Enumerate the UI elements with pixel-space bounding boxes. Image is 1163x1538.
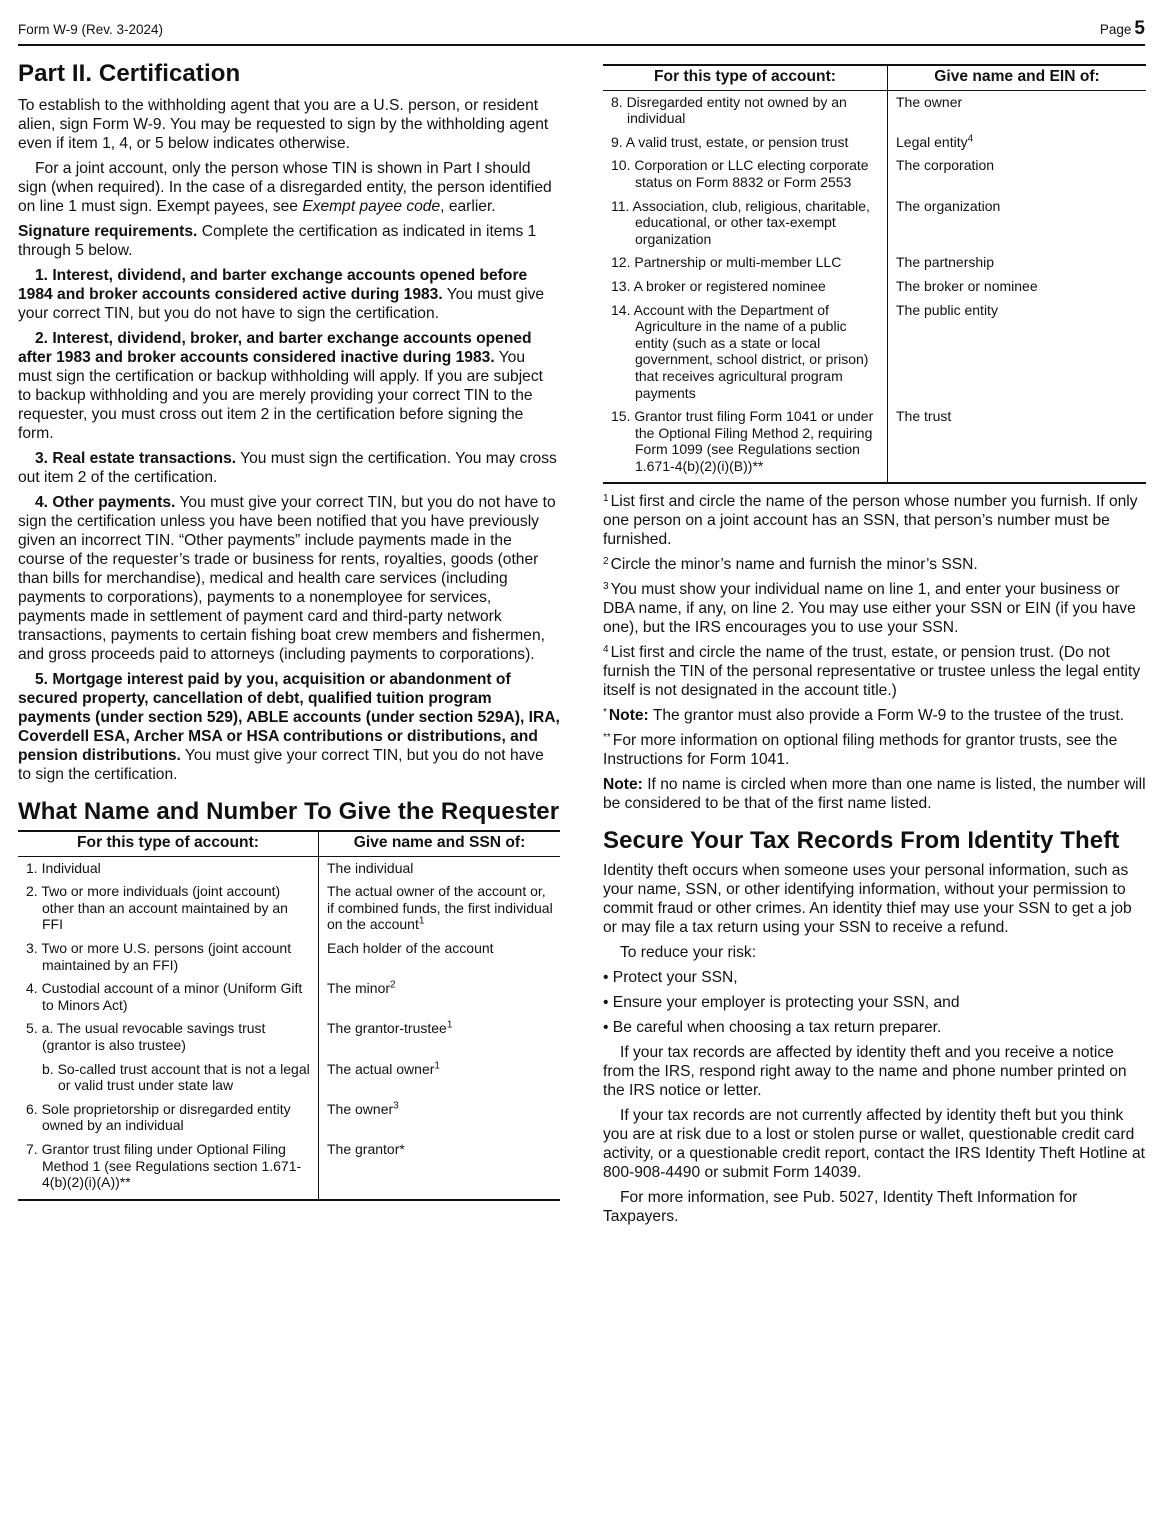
bullet-item: • Be careful when choosing a tax return preparer.: [603, 1019, 942, 1037]
give-name: The public entity: [896, 301, 998, 318]
give-name: The partnership: [896, 254, 995, 271]
exempt-payee-code-ref: Exempt payee code: [302, 198, 441, 215]
account-type: 8. Disregarded entity not owned by an individual: [611, 93, 847, 127]
footnote-text: Circle the minor’s name and furnish the minor’s SSN.: [610, 556, 978, 574]
account-type: 3. Two or more U.S. persons (joint account maintained by an FFI): [26, 939, 292, 973]
account-type: 14. Account with the Department of Agriculture in the name of a public entity (such as a state or local government, school district, or prison) that receives agricultural program payments: [611, 301, 869, 401]
cert-item-2: [18, 329, 560, 443]
note-lead: Note:: [603, 776, 643, 794]
give-name: The corporation: [896, 157, 995, 174]
footnote-text: You must show your individual name on line 1, and enter your business or DBA name, if any, on line 2. You may use either your SSN or EIN (if you have one), but the IRS encourages you to use your SSN.: [603, 581, 1136, 637]
account-type: 1. Individual: [26, 859, 101, 876]
give-name: The actual owner: [327, 1060, 435, 1077]
account-type: 5. a. The usual revocable savings trust (grantor is also trustee): [26, 1020, 266, 1053]
bullet-text: Ensure your employer is protecting your SSN, and: [612, 994, 960, 1012]
bullet-text: Protect your SSN,: [612, 969, 738, 987]
give-name: The broker or nominee: [896, 277, 1038, 294]
cert-item-2-text: You must sign the certification or backup withholding will apply. If you are subject to backup withholding and you are merely providing your correct TIN to the requester, you must cross out item 2 in the certification before signing the form.: [18, 349, 543, 442]
account-type: 7. Grantor trust filing under Optional Filing Method 1 (see Regulations section 1.671-4(b)(2)(i)(A))**: [26, 1140, 302, 1191]
cert-item-4-text: You must give your correct TIN, but you do not have to sign the certification unless you have been notified that you have previously given an incorrect TIN. “Other payments” include payments made in the course of the requester’s trade or business for rents, royalties, goods (other than bills for merchandise), medical and health care services (including payments to corporations), payments to a nonemployee for services, payments made in settlement of payment card and third-party network transactions, payments to certain fishing boat crew members and fishermen, and gross proceeds paid to attorneys (including payments to corporations).: [18, 494, 556, 663]
requester-heading: What Name and Number To Give the Requester: [18, 798, 560, 825]
footnote-text: For more information on optional filing methods for grantor trusts, see the Instructions for Form 1041.: [603, 732, 1118, 769]
footnote-4: [603, 643, 1146, 700]
footnote-text: List first and circle the name of the trust, estate, or pension trust. (Do not furnish the TIN of the personal representative or trustee unless the legal entity itself is not designated in the account title.): [603, 644, 1141, 700]
table-row: [603, 90, 1146, 131]
table-row: [18, 1098, 560, 1138]
give-name: The minor: [327, 980, 391, 997]
table-row: [18, 880, 560, 937]
col-header-ssn: Give name and SSN of:: [319, 831, 561, 856]
footnote-ref: 1: [446, 1019, 453, 1031]
page-label: Page: [1099, 22, 1132, 37]
bullet-text: Be careful when choosing a tax return preparer.: [612, 1019, 942, 1037]
account-type: 13. A broker or registered nominee: [611, 277, 826, 294]
give-name: The organization: [896, 197, 1001, 214]
account-type: b. So-called trust account that is not a legal or valid trust under state law: [42, 1060, 310, 1094]
cert-item-1-lead: 1. Interest, dividend, and barter exchange accounts opened before 1984 and broker accounts considered active during 1983.: [18, 267, 528, 303]
account-type: 2. Two or more individuals (joint account) other than an account maintained by an FFI: [26, 883, 288, 933]
bullet-item: • Protect your SSN,: [603, 969, 738, 987]
bullet-item: • Ensure your employer is protecting your SSN, and: [603, 994, 960, 1012]
table-row: [18, 937, 560, 977]
cert-item-3-lead: 3. Real estate transactions.: [35, 450, 237, 467]
ssn-table: [18, 830, 560, 1201]
account-type: 9. A valid trust, estate, or pension trust: [611, 133, 849, 150]
table-header-row: [18, 831, 560, 856]
page-number: [1100, 18, 1145, 40]
joint-post: , earlier.: [440, 198, 496, 215]
cert-item-5-lead: 5. Mortgage interest paid by you, acquisition or abandonment of secured property, cancellation of debt, qualified tuition program payments (under section 529), ABLE accounts (under section 529A), IRA, Coverdell ESA, Archer MSA or HSA contributions or distributions, and pension distributions.: [18, 671, 560, 764]
page-number-value: 5: [1134, 18, 1145, 39]
affected-paragraph: If your tax records are affected by identity theft and you receive a notice from the IRS, respond right away to the name and phone number printed on the IRS notice or letter.: [603, 1044, 1127, 1100]
identity-theft-heading: Secure Your Tax Records From Identity Theft: [603, 827, 1120, 855]
right-column: [603, 64, 1146, 1232]
footnote-mark: 2: [603, 556, 609, 568]
footnote-mark: 1: [603, 493, 609, 505]
signature-requirements-text: Complete the certification as indicated in items 1 through 5 below.: [18, 223, 537, 259]
table-row: [18, 977, 560, 1017]
col-header-account: For this type of account:: [603, 65, 888, 90]
table-row: [18, 1058, 560, 1098]
identity-intro: Identity theft occurs when someone uses your personal information, such as your name, SSN, or other identifying information, without your permission to commit fraud or other crimes. An identity thief may use your SSN to get a job or may file a tax return using your SSN to receive a refund.: [603, 862, 1132, 937]
cert-item-4: [18, 493, 560, 664]
joint-account-paragraph: [18, 159, 560, 216]
not-affected-paragraph: If your tax records are not currently affected by identity theft but you think you are at risk due to a lost or stolen purse or wallet, questionable credit card activity, or a questionable credit report, contact the IRS Identity Theft Hotline at 800-908-4490 or submit Form 14039.: [603, 1107, 1146, 1182]
footnote-ref: 2: [390, 979, 396, 991]
cert-item-2-lead: 2. Interest, dividend, broker, and barter exchange accounts opened after 1983 and broker accounts considered inactive during 1983.: [18, 330, 532, 366]
table-row: [603, 299, 1146, 406]
account-type: 6. Sole proprietorship or disregarded entity owned by an individual: [26, 1100, 291, 1134]
footnote-1: [603, 492, 1146, 549]
footnote-2: [603, 555, 1146, 574]
footnote-ref: 4: [967, 133, 974, 145]
cert-item-5-text: You must give your correct TIN, but you do not have to sign the certification.: [18, 747, 544, 783]
footnote-text: The grantor must also provide a Form W-9 to the trustee of the trust.: [648, 707, 1125, 725]
table-row: [603, 251, 1146, 275]
give-name: The grantor-trustee: [327, 1020, 447, 1037]
account-type: 12. Partnership or multi-member LLC: [611, 254, 842, 271]
table-header-row: [603, 65, 1146, 90]
cert-item-1: [18, 266, 560, 323]
footnote-text: List first and circle the name of the person whose number you furnish. If only one person on a joint account has an SSN, that person’s number must be furnished.: [603, 493, 1138, 549]
footnote-ref: 1: [418, 915, 425, 927]
ein-table: [603, 64, 1146, 484]
footnote-mark: 4: [603, 644, 609, 656]
give-name: The trust: [896, 408, 952, 425]
table-row: [603, 154, 1146, 194]
footnote-mark: **: [603, 732, 611, 744]
col-header-ein: Give name and EIN of:: [888, 65, 1147, 90]
account-type: 15. Grantor trust filing Form 1041 or under the Optional Filing Method 2, requiring Form 1099 (see Regulations section 1.671-4(b)(2)(i)(B))**: [611, 408, 874, 474]
give-name: Legal entity: [896, 133, 968, 150]
table-row: [18, 1138, 560, 1200]
cert-item-3-text: You must sign the certification. You may cross out item 2 of the certification.: [18, 450, 557, 486]
give-name: Each holder of the account: [327, 939, 494, 956]
table-row: [18, 1017, 560, 1057]
account-type: 11. Association, club, religious, charitable, educational, or other tax-exempt organization: [611, 197, 870, 247]
col-header-account: For this type of account:: [18, 831, 319, 856]
signature-requirements-lead: Signature requirements.: [18, 223, 198, 240]
footnote-ref: 1: [434, 1059, 440, 1071]
footnote-ref: 3: [393, 1100, 399, 1112]
table-row: [603, 195, 1146, 252]
footnote-3: [603, 580, 1146, 637]
give-name: The actual owner of the account or, if combined funds, the first individual on the account: [327, 883, 553, 933]
footnote-star: [603, 706, 1146, 725]
signature-requirements: [18, 222, 560, 260]
footnote-mark: *: [603, 707, 607, 719]
give-name: The grantor*: [327, 1140, 405, 1157]
cert-item-1-text: You must give your correct TIN, but you do not have to sign the certification.: [18, 286, 545, 322]
page-header: [18, 18, 1145, 46]
account-type: 4. Custodial account of a minor (Uniform Gift to Minors Act): [26, 980, 303, 1013]
more-info-paragraph: For more information, see Pub. 5027, Identity Theft Information for Taxpayers.: [603, 1189, 1078, 1226]
give-name: The owner: [896, 93, 963, 110]
give-name: The owner: [327, 1100, 394, 1117]
footnote-lead: Note:: [608, 707, 649, 725]
cert-item-4-lead: 4. Other payments.: [35, 494, 176, 511]
footnote-mark: 3: [603, 581, 609, 593]
table-row: [603, 131, 1146, 155]
risk-intro: To reduce your risk:: [620, 944, 757, 962]
certification-intro: To establish to the withholding agent that you are a U.S. person, or resident alien, sign Form W-9. You may be requested to sign by the withholding agent even if item 1, 4, or 5 below indicates otherwise.: [18, 97, 549, 152]
footnote-double-star: [603, 731, 1146, 769]
note-text: If no name is circled when more than one name is listed, the number will be considered to be that of the first name listed.: [603, 776, 1146, 813]
cert-item-3: [18, 449, 560, 487]
table-row: [603, 275, 1146, 299]
table-row: [603, 405, 1146, 483]
give-name: The individual: [327, 859, 414, 876]
cert-item-5: [18, 670, 560, 784]
left-column: [18, 60, 560, 1201]
certification-heading: Part II. Certification: [18, 60, 241, 87]
table-row: [18, 856, 560, 880]
account-type: 10. Corporation or LLC electing corporate status on Form 8832 or Form 2553: [611, 157, 869, 190]
form-id: Form W-9 (Rev. 3-2024): [18, 22, 164, 37]
joint-pre: For a joint account, only the person whose TIN is shown in Part I should sign (when required). In the case of a disregarded entity, the person identified on line 1 must sign. Exempt payees, see: [18, 160, 552, 215]
circled-name-note: [603, 775, 1146, 813]
